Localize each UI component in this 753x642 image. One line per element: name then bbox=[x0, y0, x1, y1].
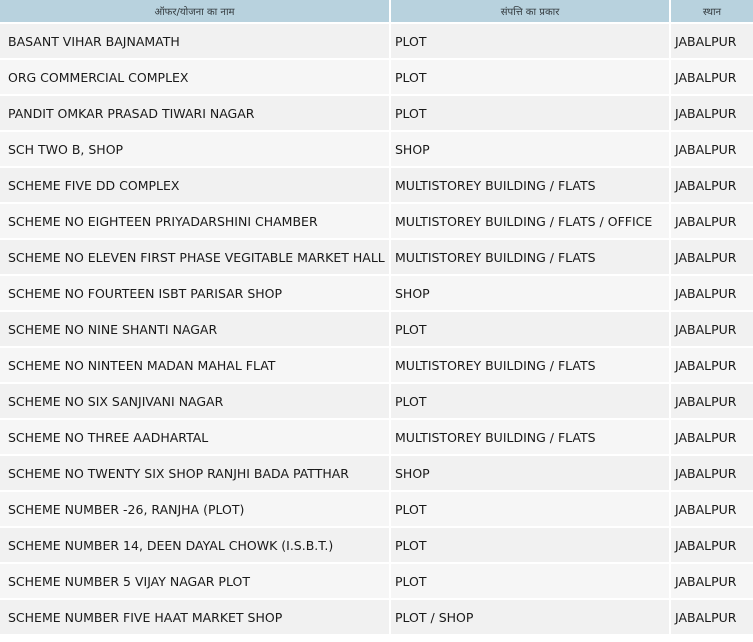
property-type-cell: PLOT bbox=[391, 492, 669, 526]
offer-name-cell: SCHEME NO EIGHTEEN PRIYADARSHINI CHAMBER bbox=[0, 204, 389, 238]
property-type-cell: MULTISTOREY BUILDING / FLATS / OFFICE bbox=[391, 204, 669, 238]
location-cell: JABALPUR bbox=[671, 564, 753, 598]
offer-name-cell: PANDIT OMKAR PRASAD TIWARI NAGAR bbox=[0, 96, 389, 130]
property-type-cell: MULTISTOREY BUILDING / FLATS bbox=[391, 168, 669, 202]
location-cell: JABALPUR bbox=[671, 600, 753, 634]
table-row[interactable] bbox=[0, 528, 753, 562]
offer-name-cell: SCHEME NO NINTEEN MADAN MAHAL FLAT bbox=[0, 348, 389, 382]
offer-name-cell: SCHEME NO THREE AADHARTAL bbox=[0, 420, 389, 454]
location-cell: JABALPUR bbox=[671, 348, 753, 382]
header-row bbox=[0, 0, 753, 22]
offer-name-cell: ORG COMMERCIAL COMPLEX bbox=[0, 60, 389, 94]
offer-name-cell: SCHEME FIVE DD COMPLEX bbox=[0, 168, 389, 202]
table-row[interactable] bbox=[0, 60, 753, 94]
location-cell: JABALPUR bbox=[671, 420, 753, 454]
property-type-cell: PLOT bbox=[391, 384, 669, 418]
offer-name-cell: SCHEME NO NINE SHANTI NAGAR bbox=[0, 312, 389, 346]
property-type-cell: SHOP bbox=[391, 132, 669, 166]
property-type-cell: PLOT bbox=[391, 312, 669, 346]
property-type-cell: PLOT bbox=[391, 564, 669, 598]
table-row[interactable] bbox=[0, 204, 753, 238]
location-cell: JABALPUR bbox=[671, 204, 753, 238]
property-type-cell: PLOT bbox=[391, 96, 669, 130]
table-body bbox=[0, 24, 753, 634]
offer-name-cell: SCHEME NUMBER -26, RANJHA (PLOT) bbox=[0, 492, 389, 526]
table-row[interactable] bbox=[0, 132, 753, 166]
table-row[interactable] bbox=[0, 456, 753, 490]
offer-name-cell: SCHEME NUMBER 5 VIJAY NAGAR PLOT bbox=[0, 564, 389, 598]
column-header-offer-name[interactable]: ऑफर/योजना का नाम bbox=[0, 0, 389, 22]
offer-name-cell: SCHEME NUMBER 14, DEEN DAYAL CHOWK (I.S.B.T.) bbox=[0, 528, 389, 562]
location-cell: JABALPUR bbox=[671, 24, 753, 58]
property-type-cell: MULTISTOREY BUILDING / FLATS bbox=[391, 348, 669, 382]
location-cell: JABALPUR bbox=[671, 312, 753, 346]
table-row[interactable] bbox=[0, 24, 753, 58]
table-row[interactable] bbox=[0, 240, 753, 274]
offer-name-cell: SCH TWO B, SHOP bbox=[0, 132, 389, 166]
property-type-cell: PLOT bbox=[391, 60, 669, 94]
table-row[interactable] bbox=[0, 384, 753, 418]
table-row[interactable] bbox=[0, 348, 753, 382]
offer-name-cell: SCHEME NO TWENTY SIX SHOP RANJHI BADA PATTHAR bbox=[0, 456, 389, 490]
column-header-location[interactable]: स्थान bbox=[671, 0, 753, 22]
table-row[interactable] bbox=[0, 312, 753, 346]
property-type-cell: SHOP bbox=[391, 456, 669, 490]
table-header bbox=[0, 0, 753, 22]
offer-name-cell: SCHEME NO SIX SANJIVANI NAGAR bbox=[0, 384, 389, 418]
location-cell: JABALPUR bbox=[671, 492, 753, 526]
property-type-cell: PLOT / SHOP bbox=[391, 600, 669, 634]
offer-name-cell: SCHEME NUMBER FIVE HAAT MARKET SHOP bbox=[0, 600, 389, 634]
offer-name-cell: SCHEME NO FOURTEEN ISBT PARISAR SHOP bbox=[0, 276, 389, 310]
location-cell: JABALPUR bbox=[671, 276, 753, 310]
offer-name-cell: BASANT VIHAR BAJNAMATH bbox=[0, 24, 389, 58]
property-type-cell: SHOP bbox=[391, 276, 669, 310]
location-cell: JABALPUR bbox=[671, 528, 753, 562]
table-row[interactable] bbox=[0, 168, 753, 202]
table-row[interactable] bbox=[0, 276, 753, 310]
property-type-cell: PLOT bbox=[391, 528, 669, 562]
location-cell: JABALPUR bbox=[671, 168, 753, 202]
column-header-property-type[interactable]: संपत्ति का प्रकार bbox=[391, 0, 669, 22]
offer-name-cell: SCHEME NO ELEVEN FIRST PHASE VEGITABLE MARKET HALL bbox=[0, 240, 389, 274]
table-row[interactable] bbox=[0, 420, 753, 454]
table-row[interactable] bbox=[0, 96, 753, 130]
location-cell: JABALPUR bbox=[671, 132, 753, 166]
table-row[interactable] bbox=[0, 492, 753, 526]
location-cell: JABALPUR bbox=[671, 60, 753, 94]
property-type-cell: PLOT bbox=[391, 24, 669, 58]
table-row[interactable] bbox=[0, 600, 753, 634]
property-type-cell: MULTISTOREY BUILDING / FLATS bbox=[391, 420, 669, 454]
location-cell: JABALPUR bbox=[671, 456, 753, 490]
table-row[interactable] bbox=[0, 564, 753, 598]
location-cell: JABALPUR bbox=[671, 384, 753, 418]
property-type-cell: MULTISTOREY BUILDING / FLATS bbox=[391, 240, 669, 274]
location-cell: JABALPUR bbox=[671, 96, 753, 130]
location-cell: JABALPUR bbox=[671, 240, 753, 274]
